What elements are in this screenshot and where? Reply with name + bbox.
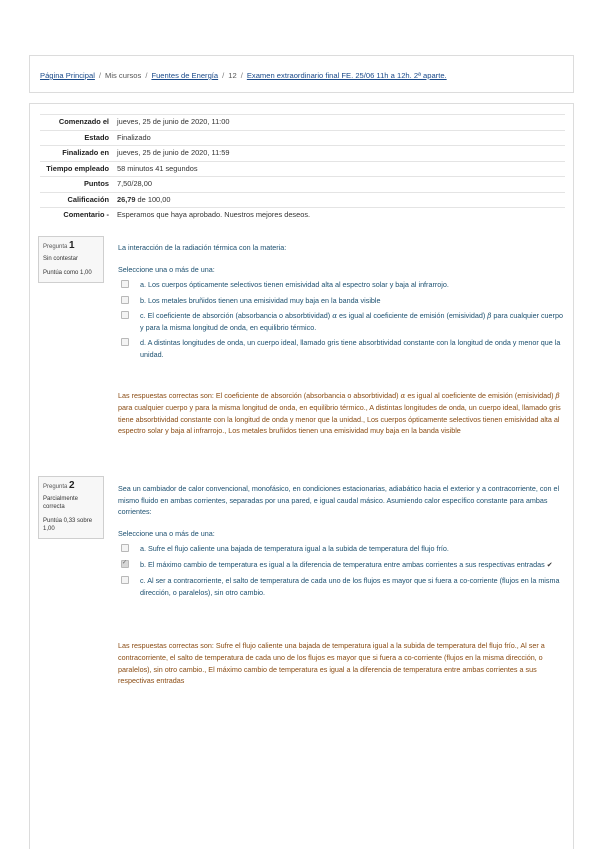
summary-label: Puntos [40, 177, 113, 193]
checkbox[interactable] [121, 296, 129, 304]
breadcrumb-courses: Mis cursos [105, 71, 142, 80]
summary-label: Finalizado en [40, 146, 113, 162]
grade-value: 26,79 [117, 194, 136, 204]
option-b[interactable] [118, 559, 563, 572]
summary-value: 7,50/28,00 [113, 177, 565, 193]
summary-row-finished [40, 146, 565, 162]
question-prompt: Seleccione una o más de una: [118, 528, 215, 538]
breadcrumb-home-link[interactable]: Página Principal [40, 71, 95, 80]
option-label: c. Al ser a contracorriente, el salto de temperatura de cada uno de los flujos es mayor que si fuera a co-corriente (flujos en la misma dirección, o paralelos), sin otro cambio. [140, 576, 560, 597]
option-label: d. A distintas longitudes de onda, un cuerpo ideal, llamado gris tiene absorbtividad constante con la longitud de onda y menor que la unidad. [140, 338, 561, 359]
checkbox[interactable] [121, 338, 129, 346]
checkbox[interactable] [121, 576, 129, 584]
attempt-summary-table [40, 114, 565, 223]
question-2-content [118, 483, 563, 598]
option-label: b. El máximo cambio de temperatura es igual a la diferencia de temperatura entre ambas corrientes a sus respectivas entradas [140, 559, 545, 569]
breadcrumb-exam-link[interactable]: Examen extraordinario final FE. 25/06 11h a 12h. 2ª aparte. [246, 71, 447, 80]
beta-symbol: β [487, 311, 492, 320]
question-status: Parcialmente correcta [43, 496, 79, 510]
option-label: a. Sufre el flujo caliente una bajada de temperatura igual a la subida de temperatura del flujo frío. [140, 544, 449, 553]
checkbox[interactable] [121, 280, 129, 288]
checkbox[interactable] [121, 544, 129, 552]
breadcrumb-section: 12 [228, 71, 237, 80]
checkbox-checked[interactable] [121, 560, 129, 568]
breadcrumb: Página Principal / Mis cursos / Fuentes de Energía / 12 / Examen extraordinario final FE. 25/06 11h a 12h. 2ª aparte. [40, 71, 447, 80]
option-label: a. Los cuerpos ópticamente selectivos tienen emisividad alta al espectro solar y baja al infrarrojo. [140, 280, 449, 289]
option-a[interactable] [118, 279, 563, 291]
question-number: Pregunta 1 [43, 240, 75, 251]
question-mark: Puntúa 0,33 sobre 1,00 [43, 518, 93, 532]
summary-label: Calificación [40, 192, 113, 208]
summary-row-points [40, 177, 565, 193]
question-text: La interacción de la radiación térmica con la materia: [118, 243, 287, 252]
summary-value: Finalizado [113, 130, 565, 146]
alpha-symbol: α [400, 391, 406, 400]
breadcrumb-course-link[interactable]: Fuentes de Energía [151, 71, 219, 80]
grade-suffix: de 100,00 [135, 194, 171, 204]
summary-row-time [40, 161, 565, 177]
question-1-content [118, 242, 563, 360]
summary-value: 58 minutos 41 segundos [113, 161, 565, 177]
checkbox[interactable] [121, 311, 129, 319]
correct-check-icon: ✔ [546, 561, 553, 569]
question-mark: Puntúa como 1,00 [43, 270, 92, 276]
summary-row-state [40, 130, 565, 146]
beta-symbol: β [555, 391, 560, 400]
quiz-review-card [29, 103, 574, 849]
option-c[interactable] [118, 310, 563, 333]
question-2-info [38, 476, 104, 539]
option-label: c. El coeficiente de absorción (absorbancia o absorbtividad) α es igual al coeficiente de emisión (emisividad) β para cualquier cuerpo y para la misma longitud de onda, en equilibrio térmico. [140, 311, 563, 332]
question-2-right-answer: Las respuestas correctas son: Sufre el flujo caliente una bajada de temperatura igual a la subida de temperatura del flujo frío., Al ser a contracorriente, el salto de temperatura de cada uno de los flujos es mayor que si fuera a co-corriente (flujos en la misma dirección, o paralelos), sin otro cambio., El máximo cambio de temperatura es igual a la diferencia de temperatura entre ambas corrientes a sus respectivas entradas [118, 641, 545, 686]
summary-label: Comenzado el [40, 115, 113, 131]
summary-label: Estado [40, 130, 113, 146]
summary-label: Tiempo empleado [40, 161, 113, 177]
question-prompt: Seleccione una o más de una: [118, 264, 215, 274]
summary-value: Esperamos que haya aprobado. Nuestros mejores deseos. [113, 208, 565, 223]
alpha-symbol: α [332, 311, 338, 320]
summary-value: jueves, 25 de junio de 2020, 11:59 [113, 146, 565, 162]
option-c[interactable] [118, 575, 563, 598]
option-a[interactable] [118, 543, 563, 555]
breadcrumb-card [29, 55, 574, 93]
question-1-right-answer: Las respuestas correctas son: El coeficiente de absorción (absorbancia o absorbtividad) α es igual al coeficiente de emisión (emisividad) β para cualquier cuerpo y para la misma longitud de onda, en equilibrio térmico., A distintas longitudes de onda, un cuerpo ideal, llamado gris tiene absorbtividad constante con la longitud de onda y menor que la unidad., Los cuerpos ópticamente selectivos tienen emisividad alta al espectro solar y baja al infrarrojo., Los metales bruñidos tienen una emisividad muy baja en la banda visible [118, 391, 561, 436]
question-1-info [38, 236, 104, 283]
summary-row-grade [40, 192, 565, 208]
summary-label: Comentario - [40, 208, 113, 223]
question-text: Sea un cambiador de calor convencional, monofásico, en condiciones estacionarias, adiabático hacia el exterior y a contracorriente, con el mismo fluido en ambas corrientes, separadas por una pared, e igual caudal másico. Asumiendo calor específico constante para ambas corrientes: [118, 484, 560, 516]
option-d[interactable] [118, 337, 563, 360]
question-status: Sin contestar [43, 256, 79, 262]
option-b[interactable] [118, 295, 563, 307]
summary-row-started [40, 115, 565, 131]
summary-value: jueves, 25 de junio de 2020, 11:00 [113, 115, 565, 131]
option-label: b. Los metales bruñidos tienen una emisividad muy baja en la banda visible [140, 295, 381, 305]
summary-row-comment [40, 208, 565, 223]
summary-value [113, 192, 565, 208]
question-number: Pregunta 2 [43, 480, 75, 491]
